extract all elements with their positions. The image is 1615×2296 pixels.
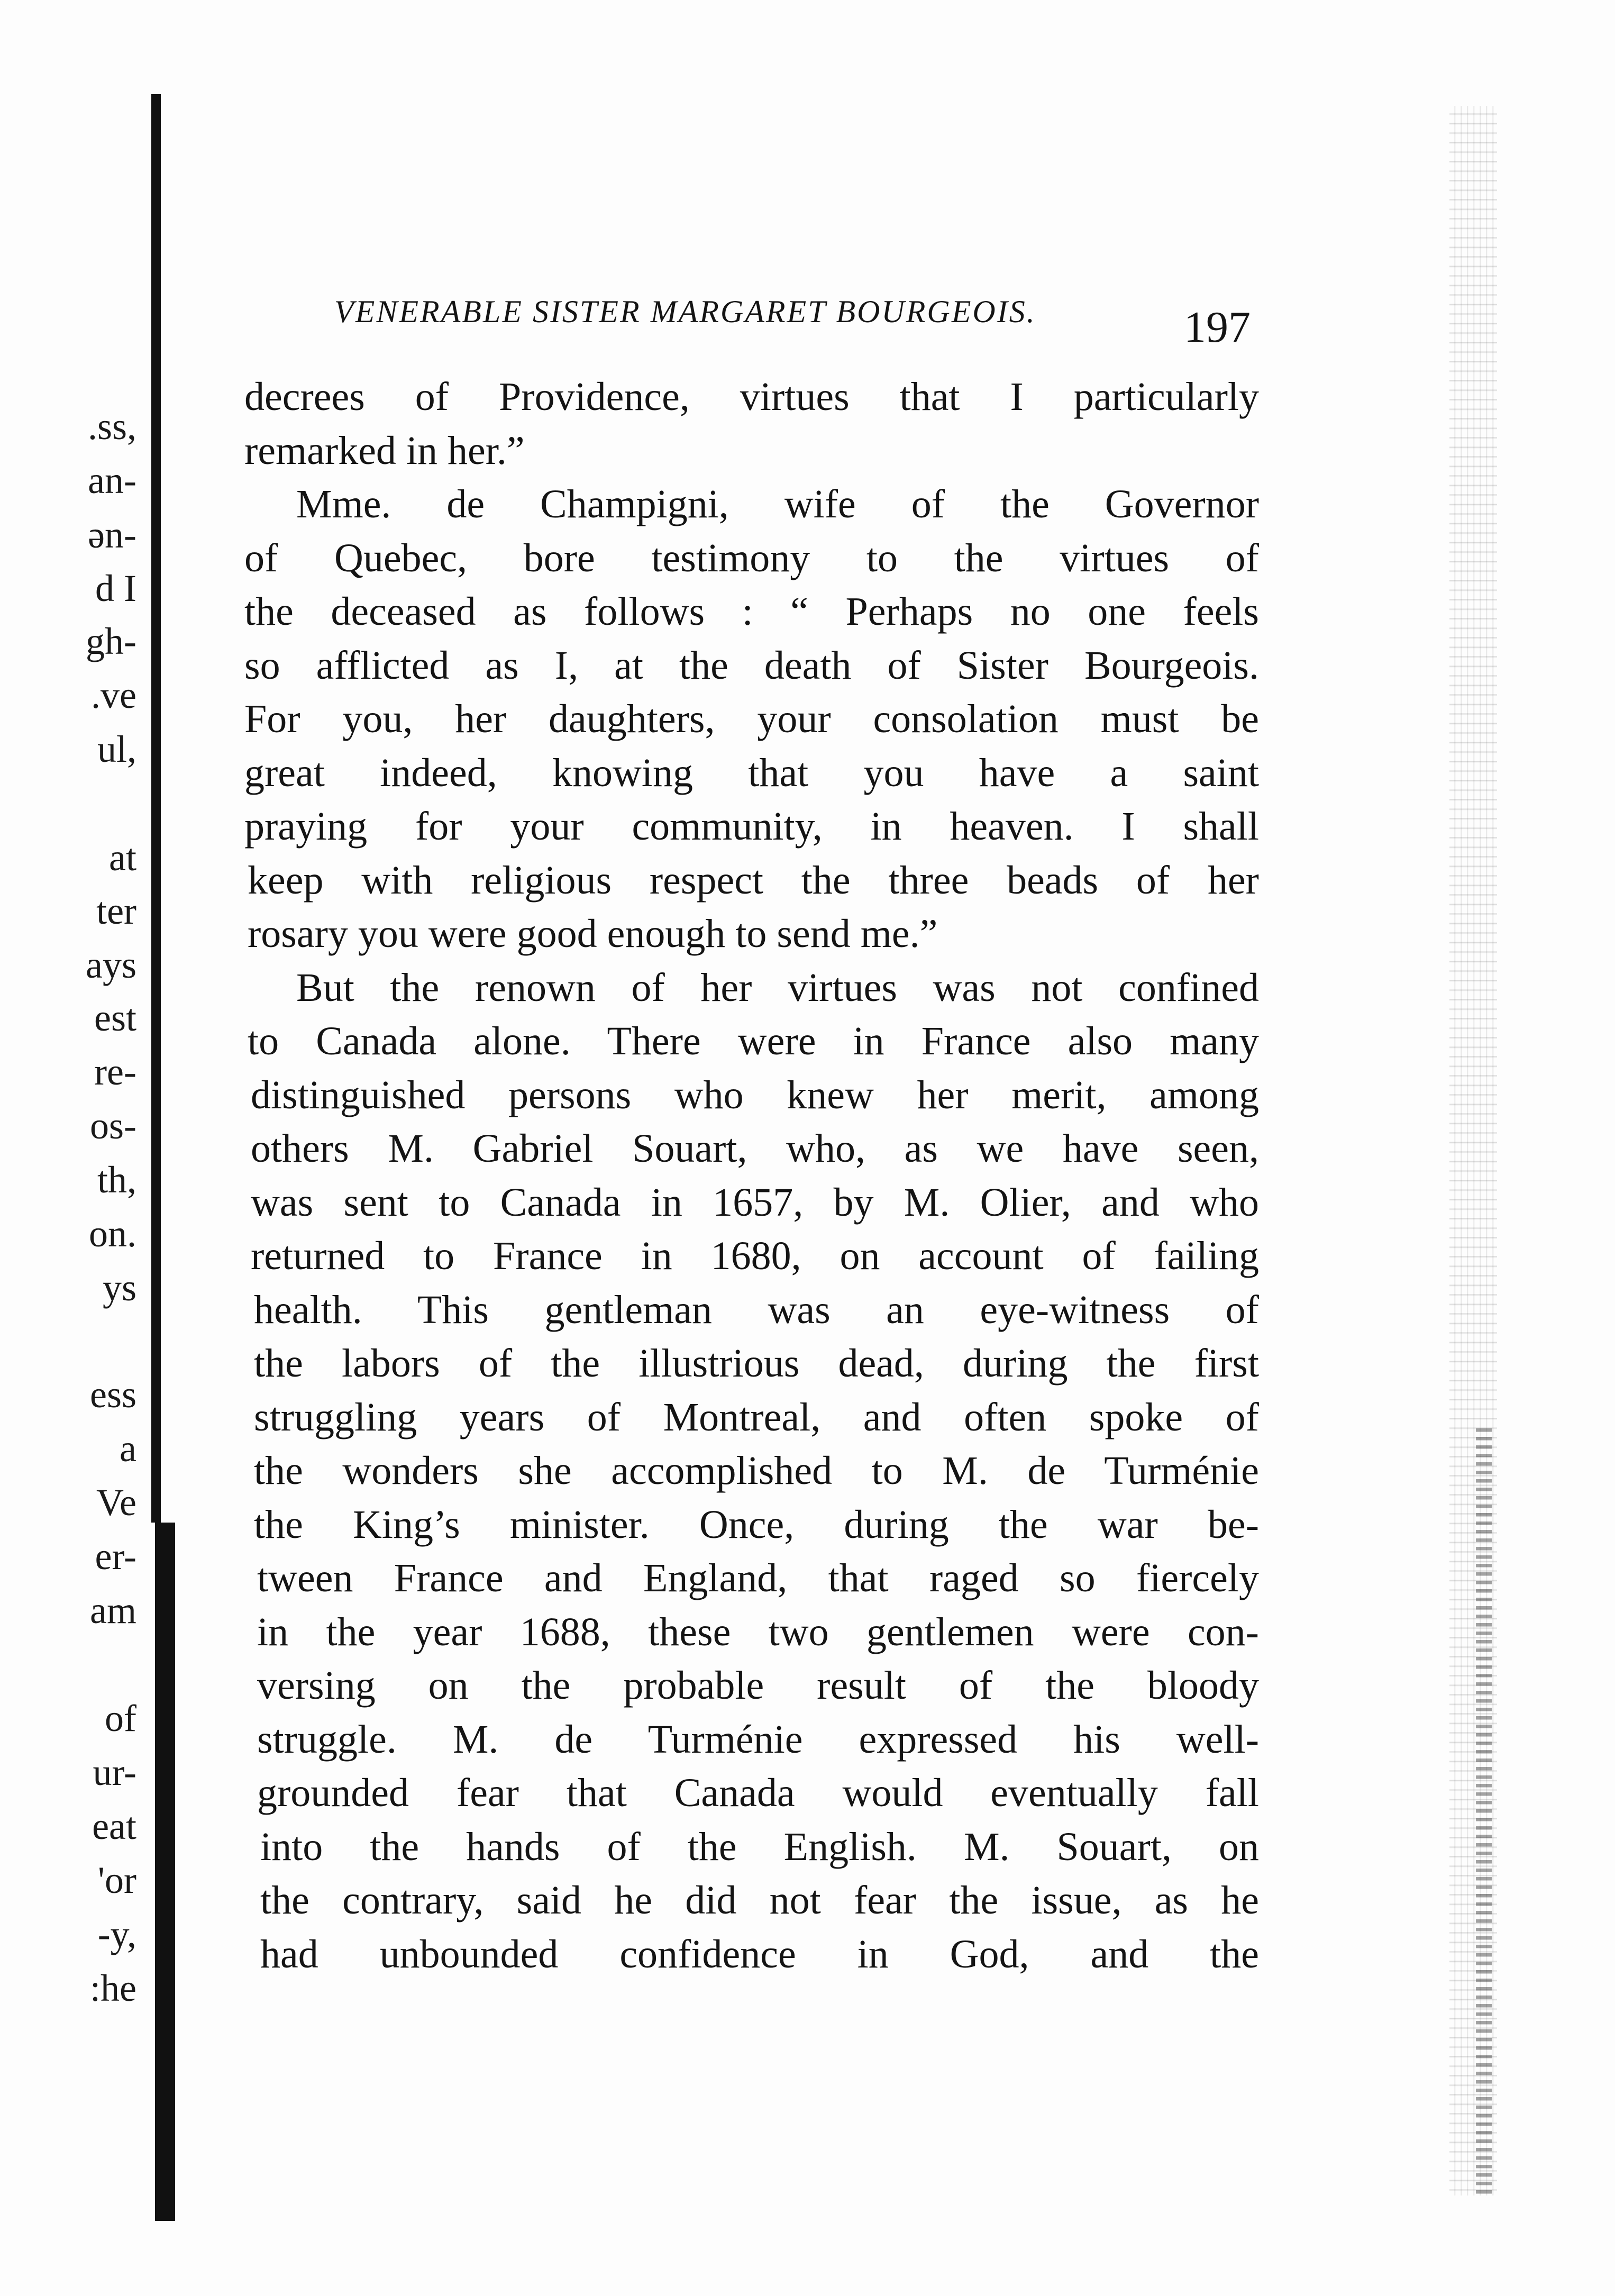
text-line: returned to France in 1680, on account of failing [251, 1234, 1259, 1278]
fragment: of [105, 1697, 136, 1739]
fragment: eat [92, 1805, 136, 1847]
text-line: the King’s minister. Once, during the war be- [254, 1502, 1259, 1547]
text-line: versing on the probable result of the bloody [257, 1663, 1259, 1708]
text-line: decrees of Providence, virtues that I particularly [244, 375, 1259, 419]
text-line: so afflicted as I, at the death of Sister Bourgeois. [244, 643, 1259, 688]
fragment: .ss, [87, 405, 136, 448]
fragment: Ve [96, 1481, 136, 1524]
text-line: praying for your community, in heaven. I shall [244, 804, 1259, 849]
text-line: But the renown of her virtues was not confined [296, 965, 1259, 1010]
fragment: ter [96, 890, 136, 932]
text-line: keep with religious respect the three beads of her [248, 858, 1259, 903]
fragment: ul, [97, 728, 136, 770]
text-line: struggle. M. de Turménie expressed his well- [257, 1717, 1259, 1762]
text-line: great indeed, knowing that you have a saint [244, 750, 1259, 795]
text-line: had unbounded confidence in God, and the [260, 1931, 1259, 1976]
fragment: ays [86, 944, 136, 986]
text-line: in the year 1688, these two gentlemen were con- [257, 1609, 1259, 1654]
text-line: health. This gentleman was an eye-witness of [254, 1287, 1259, 1332]
fragment: ess [90, 1373, 136, 1416]
fragment: an- [88, 459, 136, 502]
text-line: rosary you were good enough to send me.” [248, 912, 938, 956]
fragment: os- [90, 1105, 136, 1147]
fragment: a [120, 1427, 136, 1470]
text-line: was sent to Canada in 1657, by M. Olier, and who [251, 1180, 1259, 1225]
text-line: of Quebec, bore testimony to the virtues of [244, 535, 1259, 580]
fragment: am [90, 1589, 136, 1632]
fragment: .ve [91, 674, 136, 716]
fragment: ən- [88, 514, 136, 556]
fragment: ur- [93, 1751, 136, 1793]
text-line: struggling years of Montreal, and often spoke of [254, 1395, 1259, 1439]
facing-page-bleed [0, 0, 148, 2296]
text-line: others M. Gabriel Souart, who, as we have seen, [251, 1126, 1259, 1171]
fragment: th, [97, 1159, 136, 1201]
text-line: For you, her daughters, your consolation must be [244, 697, 1259, 741]
running-head: VENERABLE SISTER MARGARET BOURGEOIS. [334, 294, 1036, 329]
fragment: gh- [86, 620, 136, 662]
fragment: at [109, 836, 136, 879]
text-line: tween France and England, that raged so fiercely [257, 1556, 1259, 1600]
text-line: the wonders she accomplished to M. de Turménie [254, 1448, 1259, 1493]
body-text [244, 370, 1259, 1981]
text-line: into the hands of the English. M. Souart, on [260, 1824, 1259, 1869]
binding-gutter-shadow [155, 1523, 175, 2221]
text-line: distinguished persons who knew her merit, among [251, 1072, 1259, 1117]
text-line: remarked in her.” [244, 428, 525, 473]
text-line: the labors of the illustrious dead, during the first [254, 1341, 1259, 1386]
text-line: the deceased as follows : “ Perhaps no one feels [244, 589, 1259, 634]
fragment: 'or [98, 1859, 136, 1901]
binding-gutter [151, 94, 161, 1523]
text-line: grounded fear that Canada would eventually fall [257, 1771, 1259, 1815]
text-line: Mme. de Champigni, wife of the Governor [296, 482, 1259, 526]
fragment: re- [94, 1051, 136, 1093]
page-number: 197 [1184, 303, 1251, 352]
fragment: er- [95, 1535, 136, 1578]
page-edge-speckle-dark [1476, 1428, 1492, 2195]
fragment: ys [102, 1267, 136, 1309]
fragment: -y, [97, 1913, 136, 1955]
fragment: :he [90, 1967, 136, 2009]
fragment: on. [89, 1213, 136, 1255]
fragment: est [94, 997, 136, 1039]
text-line: to Canada alone. There were in France also many [248, 1019, 1259, 1063]
fragment: d I [95, 567, 136, 609]
text-line: the contrary, said he did not fear the issue, as he [260, 1878, 1259, 1923]
